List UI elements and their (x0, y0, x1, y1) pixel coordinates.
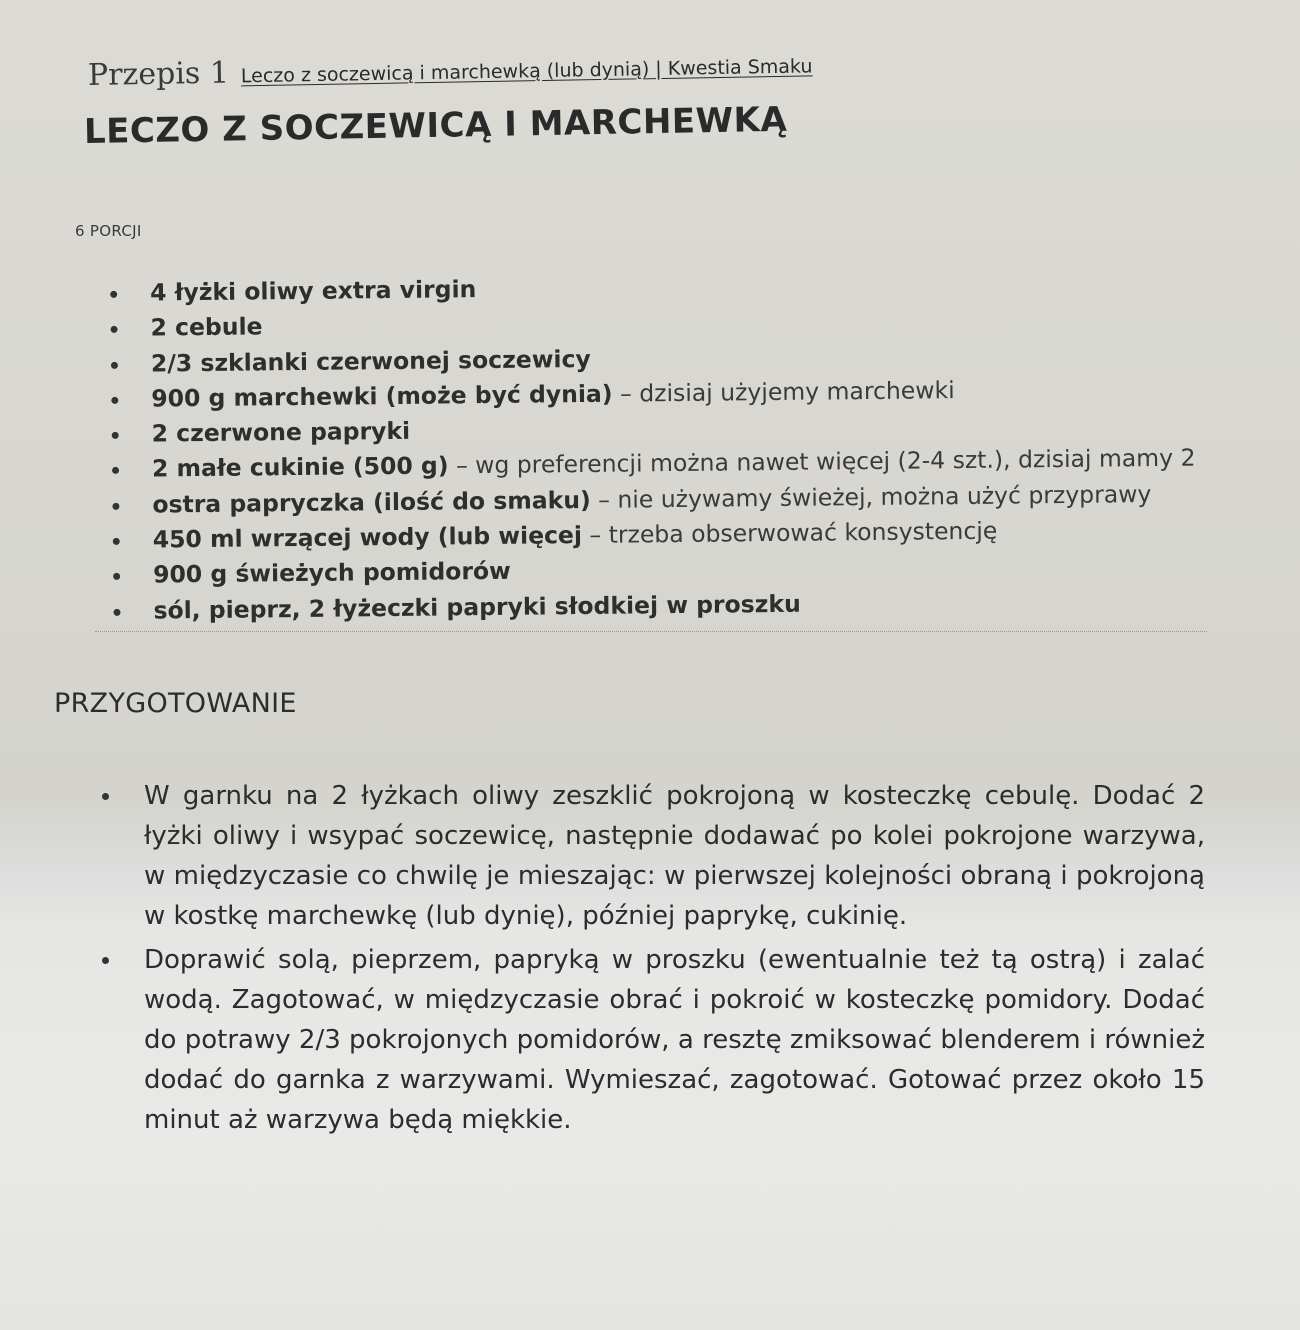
preparation-heading: PRZYGOTOWANIE (54, 688, 297, 719)
preparation-steps (100, 776, 1205, 1144)
ingredient-main: 4 łyżki oliwy extra virgin (150, 275, 477, 307)
ingredient-main: ostra papryczka (ilość do smaku) (152, 485, 591, 519)
ingredient-note: – wg preferencji można nawet więcej (2-4 szt.), dzisiaj mamy 2 (448, 444, 1196, 480)
preparation-step: Doprawić solą, pieprzem, papryką w proszku (ewentualnie też tą ostrą) i zalać wodą. Zagotować, w międzyczasie obrać i pokroić w kosteczkę pomidory. Dodać do potrawy 2/3 pokrojonych pomidorów, a resztę zmiksować blenderem i również dodać do garnka z warzywami. Wymieszać, zagotować. Gotować przez około 15 minut aż warzywa będą miękkie. (100, 940, 1205, 1140)
ingredient-note: – trzeba obserwować konsystencję (581, 516, 998, 550)
ingredient-main: 2/3 szklanki czerwonej soczewicy (150, 344, 591, 378)
source-link[interactable]: Leczo z soczewicą i marchewką (lub dynią) | Kwestia Smaku (240, 55, 813, 88)
preparation-step: W garnku na 2 łyżkach oliwy zeszklić pokrojoną w kosteczkę cebulę. Dodać 2 łyżki oliwy i wsypać soczewicę, następnie dodawać po kolei pokrojone warzywa, w międzyczasie co chwilę je mieszając: w pierwszej kolejności obraną i pokrojoną w kostkę marchewkę (lub dynię), później paprykę, cukinię. (100, 776, 1205, 936)
recipe-header (88, 42, 988, 93)
recipe-title: LECZO Z SOCZEWICĄ I MARCHEWKĄ (83, 99, 788, 152)
recipe-number-label: Przepis 1 (87, 55, 230, 93)
ingredient-note: – dzisiaj użyjemy marchewki (612, 375, 955, 408)
ingredient-main: 900 g marchewki (może być dynia) (151, 379, 613, 413)
ingredient-main: 2 czerwone papryki (151, 416, 411, 448)
ingredient-main: 900 g świeżych pomidorów (152, 557, 511, 589)
section-divider (95, 631, 1207, 632)
ingredient-main: 2 małe cukinie (500 g) (151, 451, 449, 483)
ingredients-list (104, 264, 1228, 629)
servings-label: 6 PORCJI (75, 222, 142, 240)
ingredient-main: sól, pieprz, 2 łyżeczki papryki słodkiej w proszku (153, 589, 801, 625)
ingredient-main: 2 cebule (150, 312, 263, 342)
ingredient-note: – nie używamy świeżej, można użyć przyprawy (590, 479, 1152, 514)
ingredient-main: 450 ml wrzącej wody (lub więcej (152, 521, 583, 554)
